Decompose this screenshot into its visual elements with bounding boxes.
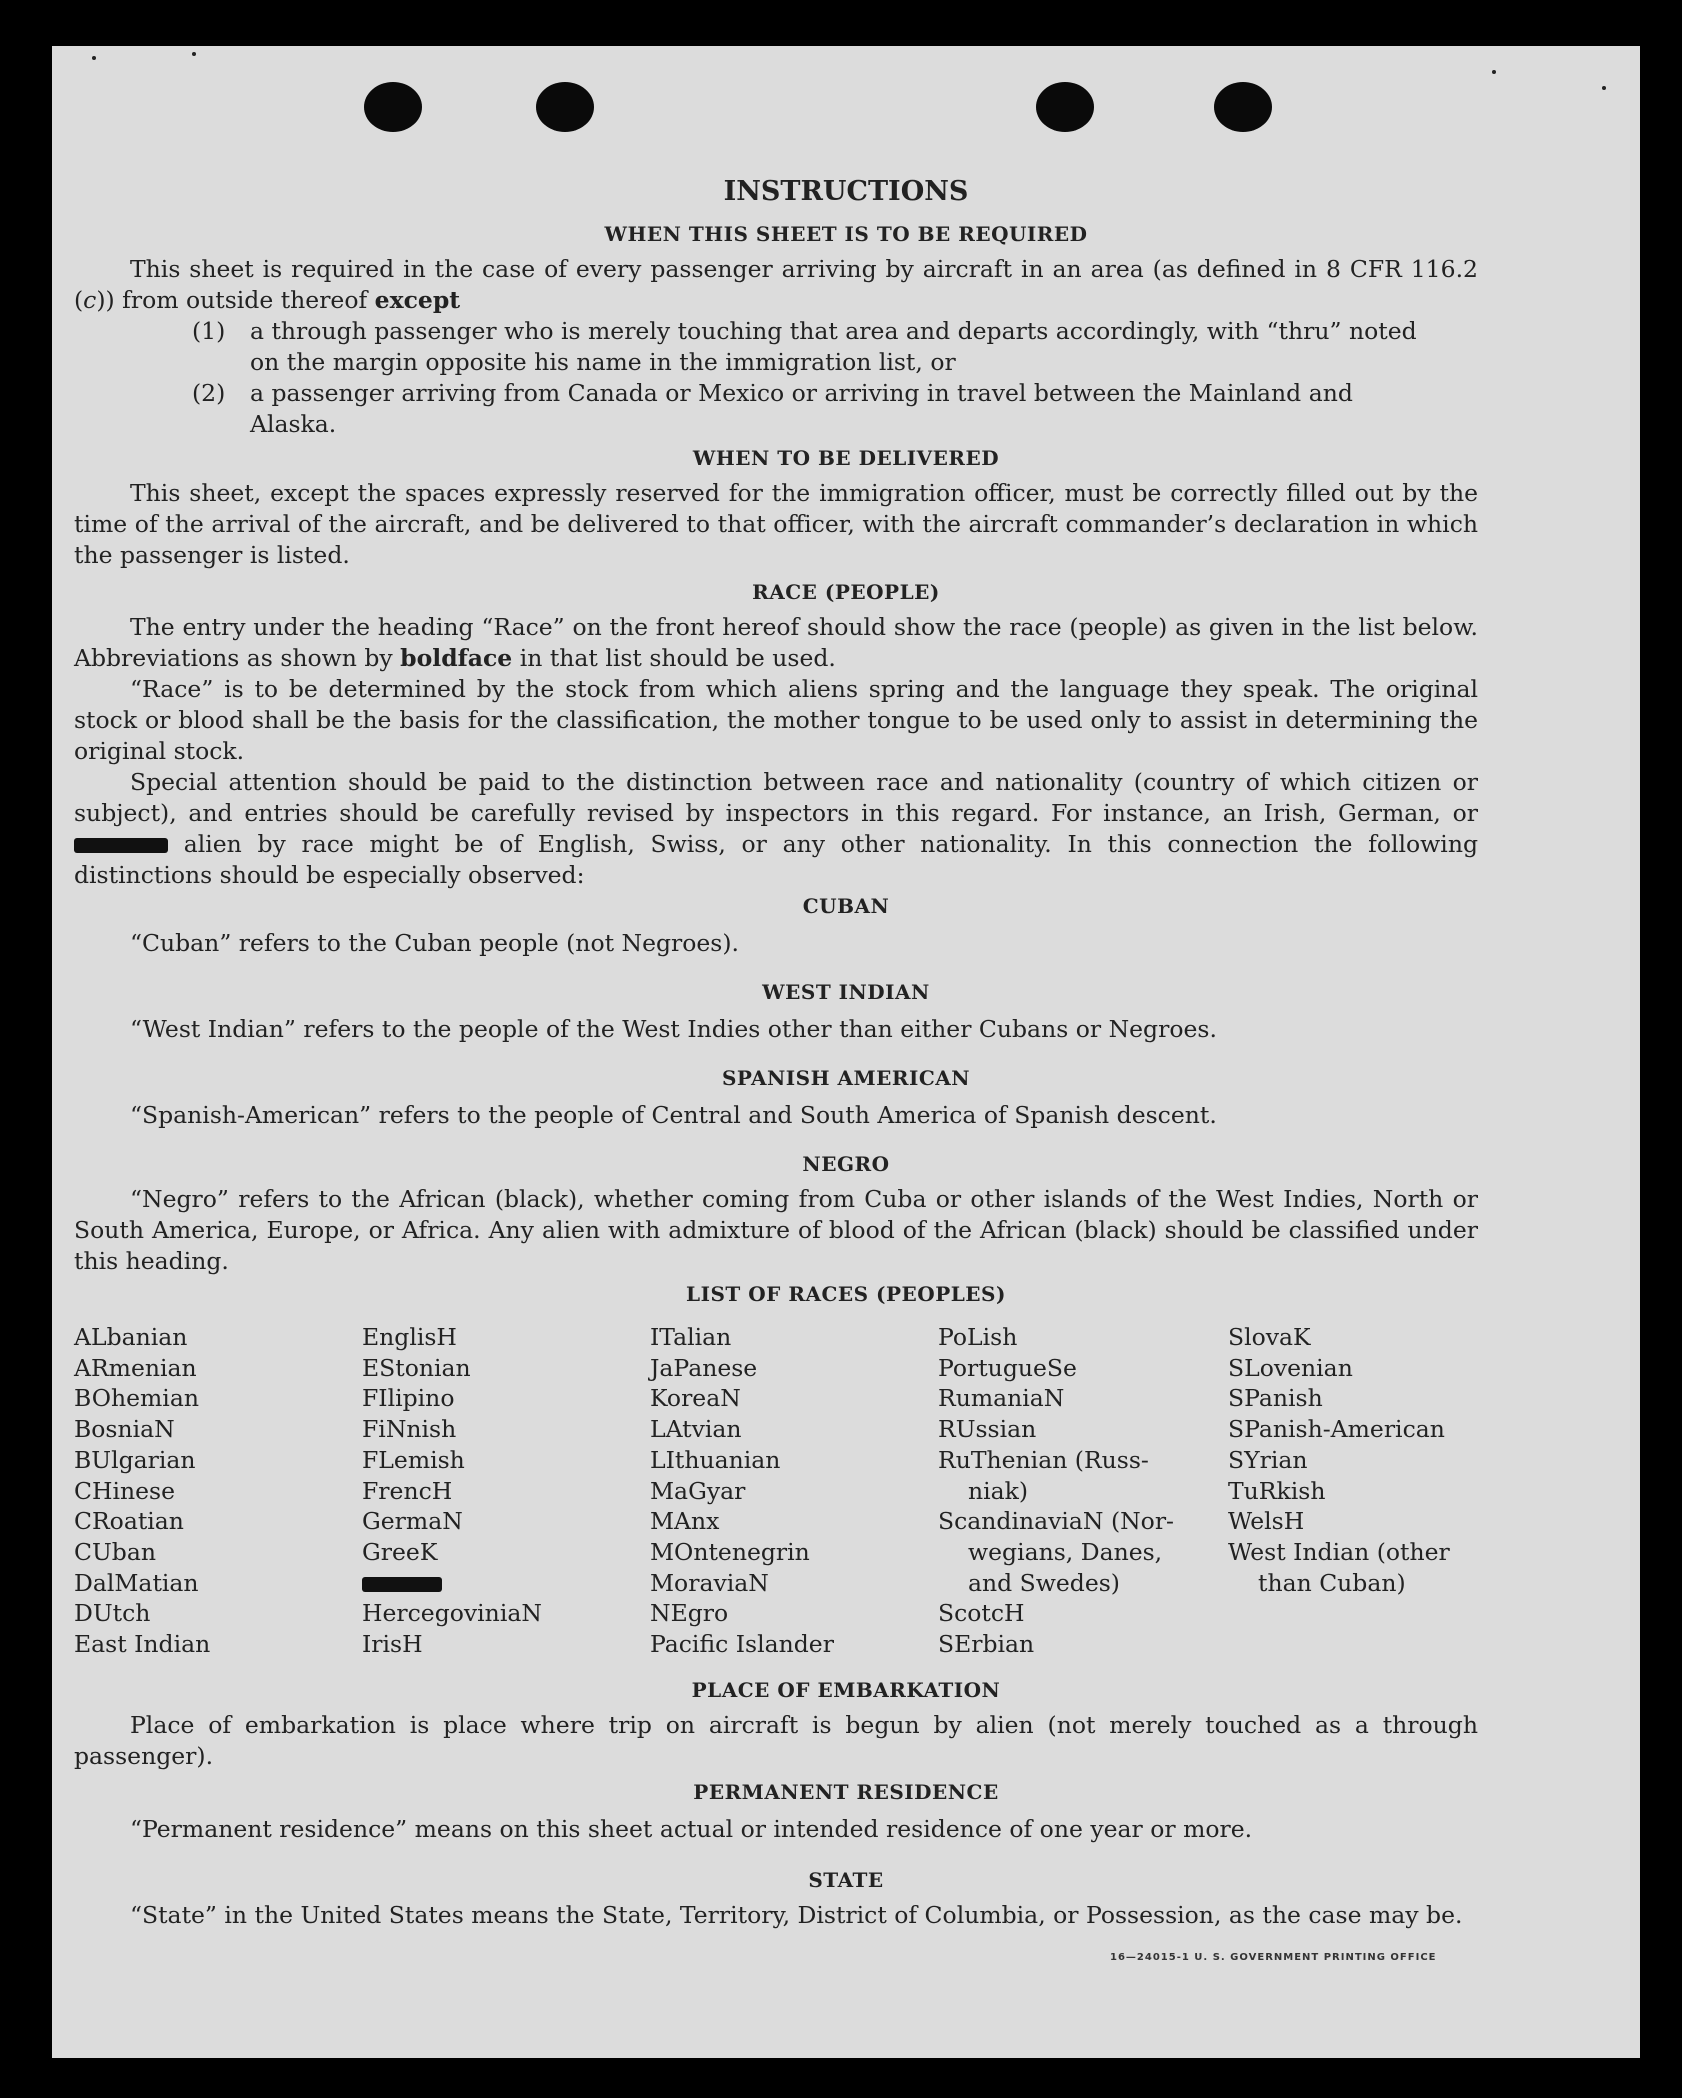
speck bbox=[192, 52, 196, 56]
race-item: ScotcH bbox=[938, 1599, 1025, 1628]
race-item: ARmenian bbox=[74, 1353, 197, 1382]
text: This sheet is required in the case of every passenger arriving by aircraft in an area (as defined in 8 CFR 116.2 ( bbox=[74, 255, 1478, 314]
paragraph bbox=[74, 612, 1478, 674]
race-item: RUssian bbox=[938, 1415, 1037, 1444]
text: a passenger arriving from Canada or Mexico or arriving in travel between the Mainland and bbox=[250, 379, 1353, 407]
race-item-cont: than Cuban) bbox=[1258, 1568, 1406, 1597]
race-item: WelsH bbox=[1228, 1507, 1305, 1536]
race-item: SPanish-American bbox=[1228, 1415, 1445, 1444]
section-heading: RACE (PEOPLE) bbox=[752, 580, 940, 604]
punch-hole bbox=[1036, 82, 1094, 132]
race-item: EStonian bbox=[362, 1353, 471, 1382]
paragraph: “State” in the United States means the State, Territory, District of Columbia, or Possession, as the case may be. bbox=[130, 1901, 1463, 1929]
race-item: East Indian bbox=[74, 1630, 211, 1659]
race-item-cont: and Swedes) bbox=[968, 1568, 1120, 1597]
race-item: FLemish bbox=[362, 1445, 465, 1474]
redaction-mark bbox=[74, 838, 168, 853]
race-column bbox=[1228, 1322, 1450, 1598]
race-item: CUban bbox=[74, 1537, 156, 1566]
race-item: SlovaK bbox=[1228, 1323, 1311, 1351]
section-heading: WHEN TO BE DELIVERED bbox=[692, 446, 1000, 470]
race-item: RumaniaN bbox=[938, 1384, 1065, 1413]
race-item: SLovenian bbox=[1228, 1353, 1353, 1382]
text: alien by race might be of English, Swiss, or any other nationality. In this connection the following distinctions should be especially observed: bbox=[74, 830, 1478, 889]
section-heading: NEGRO bbox=[802, 1152, 890, 1176]
race-item: HercegoviniaN bbox=[362, 1599, 542, 1628]
paragraph: This sheet, except the spaces expressly reserved for the immigration officer, must be correctly filled out by the time of the arrival of the aircraft, and be delivered to that officer, with the aircraft commander’s declaration in which the passenger is listed. bbox=[74, 479, 1478, 569]
race-column bbox=[362, 1322, 542, 1660]
list-number: (2) bbox=[192, 379, 226, 407]
text: a through passenger who is merely touching that area and departs accordingly, with “thru” noted bbox=[250, 317, 1417, 345]
printer-imprint: 16—24015-1 U. S. GOVERNMENT PRINTING OFFICE bbox=[1110, 1952, 1437, 1963]
race-item: IrisH bbox=[362, 1630, 423, 1659]
speck bbox=[92, 56, 96, 60]
document-page bbox=[52, 46, 1640, 2058]
race-item: SYrian bbox=[1228, 1445, 1308, 1474]
punch-hole bbox=[536, 82, 594, 132]
race-item: NEgro bbox=[650, 1599, 729, 1628]
paragraph: Place of embarkation is place where trip on aircraft is begun by alien (not merely touched as a through passenger). bbox=[74, 1711, 1478, 1770]
race-column bbox=[938, 1322, 1174, 1660]
race-column bbox=[74, 1322, 210, 1660]
section-heading: WHEN THIS SHEET IS TO BE REQUIRED bbox=[604, 222, 1088, 246]
race-item: Pacific Islander bbox=[650, 1630, 834, 1659]
race-item: FiNnish bbox=[362, 1415, 457, 1444]
paragraph: “Negro” refers to the African (black), whether coming from Cuba or other islands of the West Indies, North or South America, Europe, or Africa. Any alien with admixture of blood of the African (black) should be classified under this heading. bbox=[74, 1185, 1478, 1275]
race-item: SErbian bbox=[938, 1630, 1035, 1659]
paragraph bbox=[74, 767, 1478, 891]
punch-hole bbox=[1214, 82, 1272, 132]
race-item: ALbanian bbox=[74, 1323, 188, 1351]
race-item: BUlgarian bbox=[74, 1445, 196, 1474]
paragraph: “Race” is to be determined by the stock from which aliens spring and the language they speak. The original stock or blood shall be the basis for the classification, the mother tongue to be used only to assist in determining the original stock. bbox=[74, 675, 1478, 765]
race-item: TuRkish bbox=[1228, 1476, 1326, 1505]
text: boldface bbox=[400, 644, 513, 672]
race-item: BOhemian bbox=[74, 1384, 199, 1413]
section-heading: STATE bbox=[808, 1868, 884, 1892]
race-item: FIlipino bbox=[362, 1384, 455, 1413]
race-item: EnglisH bbox=[362, 1323, 457, 1351]
race-item: ITalian bbox=[650, 1323, 732, 1351]
section-heading: WEST INDIAN bbox=[762, 980, 930, 1004]
list-item-cont: Alaska. bbox=[250, 410, 337, 438]
paragraph: “West Indian” refers to the people of the West Indies other than either Cubans or Negroes. bbox=[130, 1015, 1217, 1043]
race-item-cont: niak) bbox=[968, 1476, 1029, 1505]
race-item: RuThenian (Russ- bbox=[938, 1445, 1149, 1474]
paragraph: “Cuban” refers to the Cuban people (not Negroes). bbox=[130, 929, 740, 957]
paragraph bbox=[74, 254, 1478, 316]
text: The entry under the heading “Race” on the front hereof should show the race (people) as given in the list below. Abbreviations as shown by bbox=[74, 613, 1478, 672]
race-item: PoLish bbox=[938, 1323, 1018, 1351]
race-item: GreeK bbox=[362, 1537, 438, 1566]
list-number: (1) bbox=[192, 317, 226, 345]
race-item-cont: wegians, Danes, bbox=[968, 1537, 1163, 1566]
race-item: JaPanese bbox=[650, 1353, 758, 1382]
text: except bbox=[374, 286, 461, 314]
text: c bbox=[83, 286, 97, 314]
race-item: CHinese bbox=[74, 1476, 175, 1505]
race-item: PortugueSe bbox=[938, 1353, 1077, 1382]
punch-hole bbox=[364, 82, 422, 132]
race-item: MoraviaN bbox=[650, 1568, 769, 1597]
list-item bbox=[192, 316, 1417, 347]
race-item: FrencH bbox=[362, 1476, 453, 1505]
race-item: SPanish bbox=[1228, 1384, 1323, 1413]
race-column bbox=[650, 1322, 834, 1660]
race-item: DUtch bbox=[74, 1599, 151, 1628]
text: in that list should be used. bbox=[512, 644, 836, 672]
race-item: LAtvian bbox=[650, 1415, 742, 1444]
race-item: LIthuanian bbox=[650, 1445, 781, 1474]
paragraph: “Permanent residence” means on this sheet actual or intended residence of one year or more. bbox=[130, 1815, 1253, 1843]
list-item bbox=[192, 378, 1353, 409]
race-item: West Indian (other bbox=[1228, 1537, 1450, 1566]
race-item: MAnx bbox=[650, 1507, 720, 1536]
race-item: DalMatian bbox=[74, 1568, 199, 1597]
text: Special attention should be paid to the distinction between race and nationality (country of which citizen or subject), and entries should be carefully revised by inspectors in this regard. For instance, an Irish, German, or bbox=[74, 768, 1478, 827]
race-item: MOntenegrin bbox=[650, 1537, 810, 1566]
race-item: GermaN bbox=[362, 1507, 463, 1536]
paragraph: “Spanish-American” refers to the people of Central and South America of Spanish descent. bbox=[130, 1101, 1217, 1129]
section-heading: PERMANENT RESIDENCE bbox=[693, 1780, 999, 1804]
race-item: BosniaN bbox=[74, 1415, 175, 1444]
list-item-cont: on the margin opposite his name in the immigration list, or bbox=[250, 348, 956, 376]
speck bbox=[1602, 86, 1606, 90]
section-heading: LIST OF RACES (PEOPLES) bbox=[686, 1282, 1006, 1306]
race-item: CRoatian bbox=[74, 1507, 184, 1536]
race-item-redacted bbox=[362, 1568, 542, 1599]
race-item: MaGyar bbox=[650, 1476, 746, 1505]
redaction-mark bbox=[362, 1577, 442, 1592]
race-item: ScandinaviaN (Nor- bbox=[938, 1507, 1174, 1536]
race-item: KoreaN bbox=[650, 1384, 741, 1413]
section-heading: PLACE OF EMBARKATION bbox=[691, 1678, 1001, 1702]
page-title: INSTRUCTIONS bbox=[723, 176, 969, 207]
speck bbox=[1492, 70, 1496, 74]
text: )) from outside thereof bbox=[96, 286, 375, 314]
section-heading: CUBAN bbox=[802, 894, 890, 918]
section-heading: SPANISH AMERICAN bbox=[721, 1066, 971, 1090]
